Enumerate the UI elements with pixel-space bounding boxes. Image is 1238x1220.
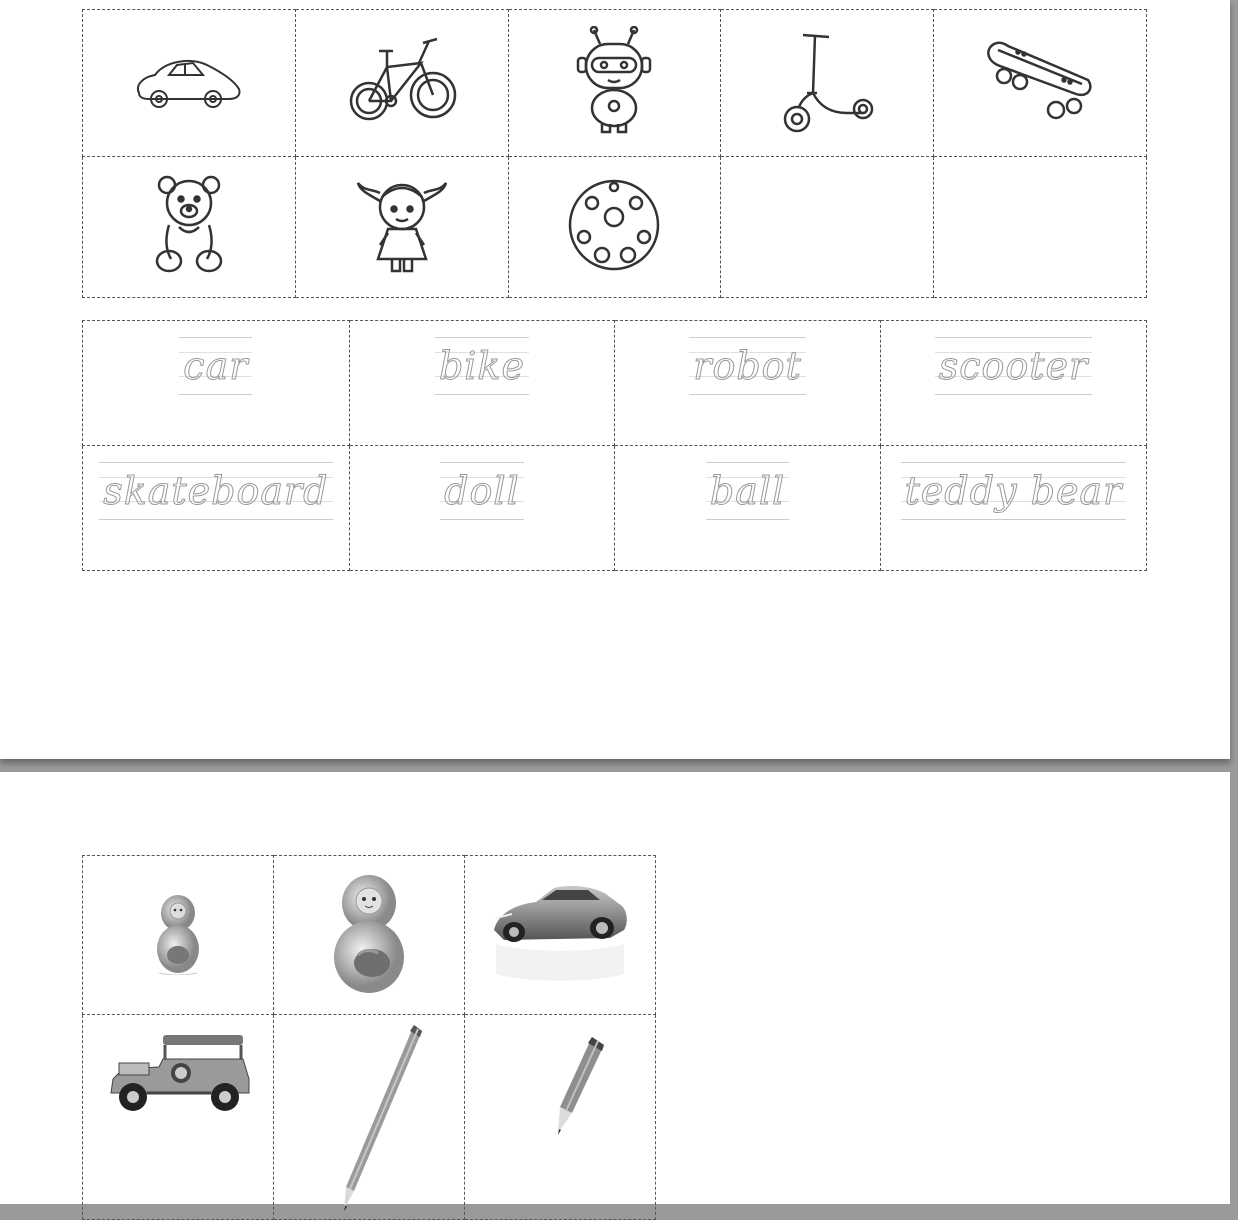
tracing-cell: [615, 321, 881, 446]
skateboard-icon: [984, 36, 1096, 126]
ball-icon: [566, 177, 662, 273]
handwriting-lines: [179, 337, 252, 395]
large-nesting-doll-photo: [328, 871, 410, 995]
handwriting-lines: [440, 462, 524, 520]
tracing-cell: [880, 321, 1146, 446]
car-icon: [133, 49, 245, 113]
tracing-cell: [83, 446, 350, 571]
card-car: [83, 10, 296, 157]
scooter-icon: [777, 27, 877, 135]
trace-word: skateboard: [103, 469, 329, 513]
handwriting-lines: [935, 337, 1092, 395]
trace-word: robot: [693, 344, 802, 388]
card-sports-car: [465, 856, 656, 1015]
card-long-pencil: [274, 1015, 465, 1220]
card-empty: [721, 157, 934, 298]
trace-word: car: [183, 344, 249, 388]
long-pencil-photo: [304, 1019, 434, 1215]
sports-car-photo: [490, 878, 630, 988]
card-skateboard: [934, 10, 1147, 157]
card-empty: [934, 157, 1147, 298]
short-pencil-photo: [500, 1029, 620, 1149]
card-ball: [508, 157, 721, 298]
card-scooter: [721, 10, 934, 157]
trace-word: scooter: [938, 344, 1089, 388]
tracing-cell: [615, 446, 881, 571]
doll-icon: [354, 173, 450, 277]
card-vintage-car: [83, 1015, 274, 1220]
trace-word: bike: [438, 344, 525, 388]
tracing-cell: [880, 446, 1146, 571]
handwriting-lines: [689, 337, 806, 395]
trace-word: ball: [709, 469, 786, 513]
bike-icon: [347, 33, 457, 129]
small-nesting-doll-photo: [153, 891, 203, 975]
handwriting-lines: [435, 337, 529, 395]
tracing-cell: [83, 321, 350, 446]
tracing-cell: [349, 321, 615, 446]
card-robot: [508, 10, 721, 157]
card-doll: [295, 157, 508, 298]
tracing-cell: [349, 446, 615, 571]
robot-icon: [574, 26, 654, 136]
picture-card-grid: [82, 9, 1147, 298]
handwriting-lines: [99, 462, 332, 520]
tracing-word-grid: [82, 320, 1147, 571]
worksheet-page-2: [0, 772, 1230, 1204]
card-short-pencil: [465, 1015, 656, 1220]
trace-word: doll: [444, 469, 520, 513]
vintage-car-photo: [103, 1029, 253, 1119]
card-bike: [295, 10, 508, 157]
card-small-nesting-doll: [83, 856, 274, 1015]
teddy-bear-icon: [153, 175, 225, 275]
photo-card-grid: [82, 855, 656, 1220]
trace-word: teddy bear: [904, 469, 1123, 513]
handwriting-lines: [706, 462, 789, 520]
handwriting-lines: [901, 462, 1127, 520]
card-large-nesting-doll: [274, 856, 465, 1015]
card-teddy-bear: [83, 157, 296, 298]
